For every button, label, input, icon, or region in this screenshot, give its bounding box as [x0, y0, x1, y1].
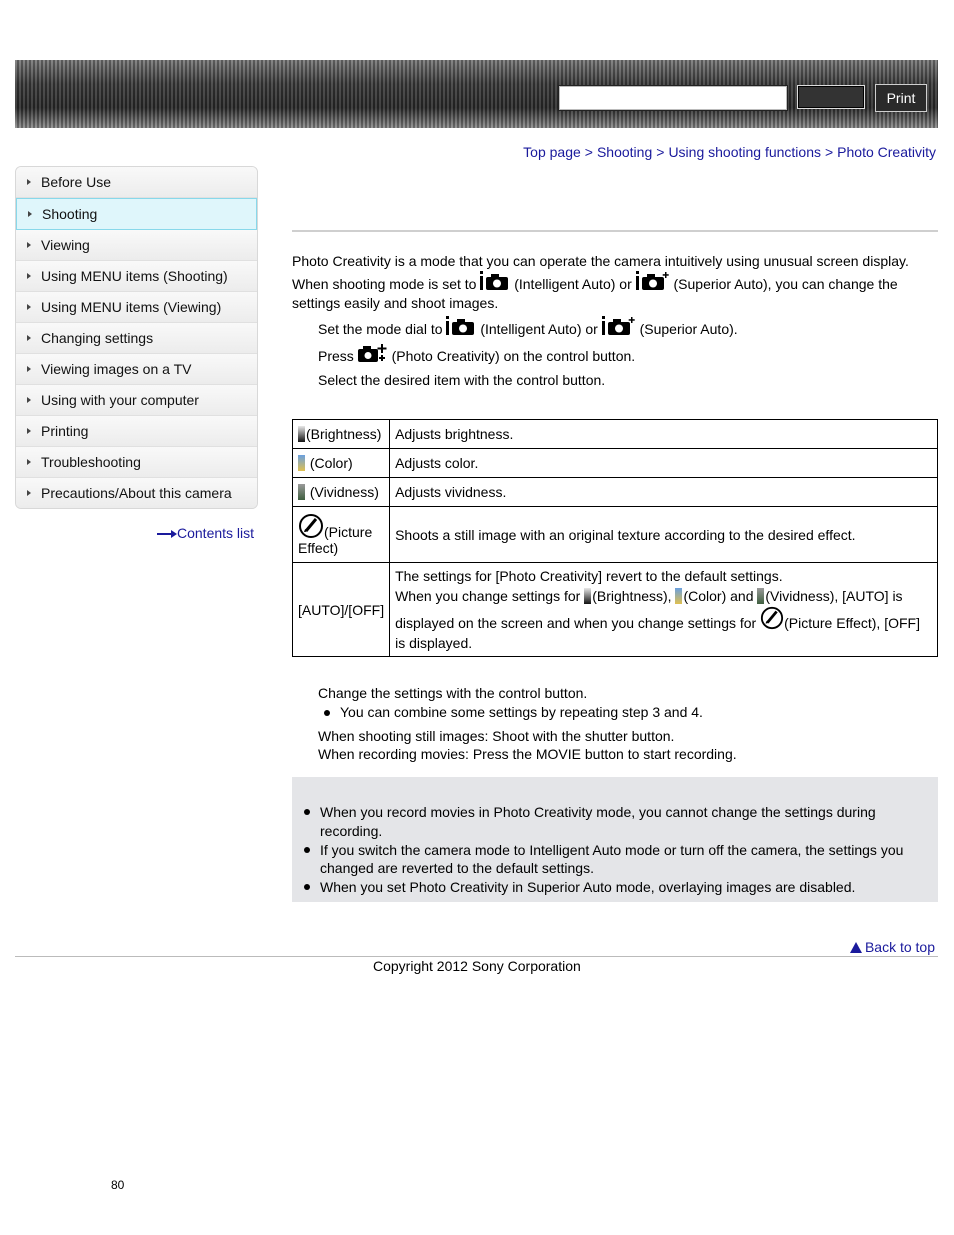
step-3: Select the desired item with the control button.	[318, 372, 606, 388]
arrow-right-icon	[27, 242, 31, 248]
header-banner	[15, 60, 938, 128]
footer-divider	[15, 956, 938, 957]
arrow-right-icon	[27, 179, 31, 185]
intro-line: When shooting mode is set to (Intelligent Auto) or (Superior Auto), you can change the	[292, 271, 932, 294]
table-row	[293, 563, 938, 657]
sidebar-item-label: Precautions/About this camera	[41, 485, 232, 501]
copyright: Copyright 2012 Sony Corporation	[373, 958, 581, 974]
arrow-right-icon	[27, 428, 31, 434]
table-cell: The settings for [Photo Creativity] revert to the default settings. When you change settings for (Brightness), (Color) and (Vividness), [AUTO] is displayed on the screen and when you change settings for (Picture Effect), [OFF] is displayed.	[390, 563, 938, 657]
arrow-right-icon	[27, 459, 31, 465]
sidebar-item-label: Before Use	[41, 174, 112, 190]
color-icon	[675, 588, 682, 604]
sidebar-item-label: Using MENU items (Viewing)	[41, 299, 222, 315]
sidebar-item-viewing[interactable]	[16, 230, 257, 261]
arrow-right-icon	[27, 490, 31, 496]
table-cell: (Picture Effect)	[293, 507, 390, 563]
sidebar-item-label: Changing settings	[41, 330, 154, 346]
superior-auto-icon	[636, 271, 670, 291]
color-icon	[298, 455, 305, 471]
sidebar-item-menu-viewing[interactable]	[16, 292, 257, 323]
search-button[interactable]	[797, 85, 865, 109]
sidebar-nav	[15, 166, 258, 509]
step-2: Press (Photo Creativity) on the control button.	[318, 343, 635, 364]
contents-list-label: Contents list	[177, 525, 255, 541]
step-4: Change the settings with the control button.	[318, 685, 588, 701]
sidebar-item-viewing-tv[interactable]	[16, 354, 257, 385]
table-row	[293, 478, 938, 507]
page-number: 80	[111, 1178, 125, 1192]
table-cell: Shoots a still image with an original texture according to the desired effect.	[390, 507, 938, 563]
sidebar-item-label: Printing	[41, 423, 89, 439]
table-cell: (Vividness)	[293, 478, 390, 507]
breadcrumb-shooting[interactable]: Shooting	[596, 144, 653, 160]
breadcrumb-photo-creativity[interactable]: Photo Creativity	[837, 144, 936, 160]
picture-effect-icon	[298, 513, 324, 539]
arrow-right-icon	[27, 366, 31, 372]
table-cell: (Color)	[293, 449, 390, 478]
brightness-icon	[298, 426, 305, 442]
arrow-right-icon	[27, 273, 31, 279]
sidebar-item-label: Using MENU items (Shooting)	[41, 268, 228, 284]
table-row	[293, 420, 938, 449]
step-1: Set the mode dial to (Intelligent Auto) or (Superior Auto).	[318, 316, 738, 337]
table-cell: (Brightness)	[293, 420, 390, 449]
contents-list-link[interactable]	[157, 525, 254, 541]
breadcrumb-top-page[interactable]: Top page	[523, 144, 581, 160]
sidebar-item-troubleshooting[interactable]	[16, 447, 257, 478]
brightness-icon	[584, 588, 591, 604]
sidebar-item-changing-settings[interactable]	[16, 323, 257, 354]
list-item: When you record movies in Photo Creativity mode, you cannot change the settings during recording.	[302, 803, 922, 840]
table-cell: Adjusts color.	[390, 449, 938, 478]
notes-list	[302, 803, 922, 897]
search-input[interactable]	[558, 85, 788, 111]
back-to-top-link[interactable]: Back to top	[850, 939, 935, 955]
table-cell: Adjusts brightness.	[390, 420, 938, 449]
triangle-up-icon	[850, 942, 862, 953]
sidebar-item-label: Viewing images on a TV	[41, 361, 192, 377]
intro-paragraph	[292, 252, 932, 313]
list-item: When you set Photo Creativity in Superior Auto mode, overlaying images are disabled.	[302, 878, 922, 897]
sidebar-item-precautions[interactable]	[16, 478, 257, 508]
arrow-right-icon	[157, 530, 177, 538]
table-cell: Adjusts vividness.	[390, 478, 938, 507]
notes-box	[292, 777, 938, 902]
arrow-right-icon	[27, 397, 31, 403]
arrow-right-icon	[27, 304, 31, 310]
intelligent-auto-icon	[446, 316, 476, 336]
title-divider	[292, 230, 938, 232]
sidebar-item-label: Shooting	[42, 206, 98, 222]
intelligent-auto-icon	[480, 271, 510, 291]
sidebar-item-label: Using with your computer	[41, 392, 199, 408]
intro-line: settings easily and shoot images.	[292, 295, 499, 311]
picture-effect-icon	[760, 606, 784, 630]
sidebar-item-before-use[interactable]	[16, 167, 257, 198]
step-4-bullet: You can combine some settings by repeating step 3 and 4.	[324, 704, 703, 720]
superior-auto-icon	[602, 316, 636, 336]
sidebar-item-label: Viewing	[41, 237, 90, 253]
sidebar-item-printing[interactable]	[16, 416, 257, 447]
step-5-line-2: When recording movies: Press the MOVIE button to start recording.	[318, 746, 737, 762]
list-item: If you switch the camera mode to Intelligent Auto mode or turn off the camera, the settings you changed are reverted to the default settings.	[302, 841, 922, 878]
step-5-line-1: When shooting still images: Shoot with the shutter button.	[318, 728, 675, 744]
photo-creativity-icon	[358, 343, 388, 363]
table-cell: [AUTO]/[OFF]	[293, 563, 390, 657]
vividness-icon	[757, 588, 764, 604]
table-row	[293, 449, 938, 478]
breadcrumb: Top page > Shooting > Using shooting functions > Photo Creativity	[523, 144, 936, 160]
arrow-right-icon	[27, 335, 31, 341]
table-row	[293, 507, 938, 563]
vividness-icon	[298, 484, 305, 500]
sidebar-item-computer[interactable]	[16, 385, 257, 416]
sidebar-item-menu-shooting[interactable]	[16, 261, 257, 292]
arrow-right-icon	[28, 211, 32, 217]
intro-line: Photo Creativity is a mode that you can operate the camera intuitively using unusual screen display.	[292, 253, 909, 269]
breadcrumb-using-shooting-functions[interactable]: Using shooting functions	[668, 144, 821, 160]
sidebar-item-shooting[interactable]	[16, 198, 257, 230]
settings-table	[292, 419, 938, 657]
print-button[interactable]: Print	[875, 84, 927, 112]
bullet-icon	[324, 710, 330, 716]
sidebar-item-label: Troubleshooting	[41, 454, 141, 470]
